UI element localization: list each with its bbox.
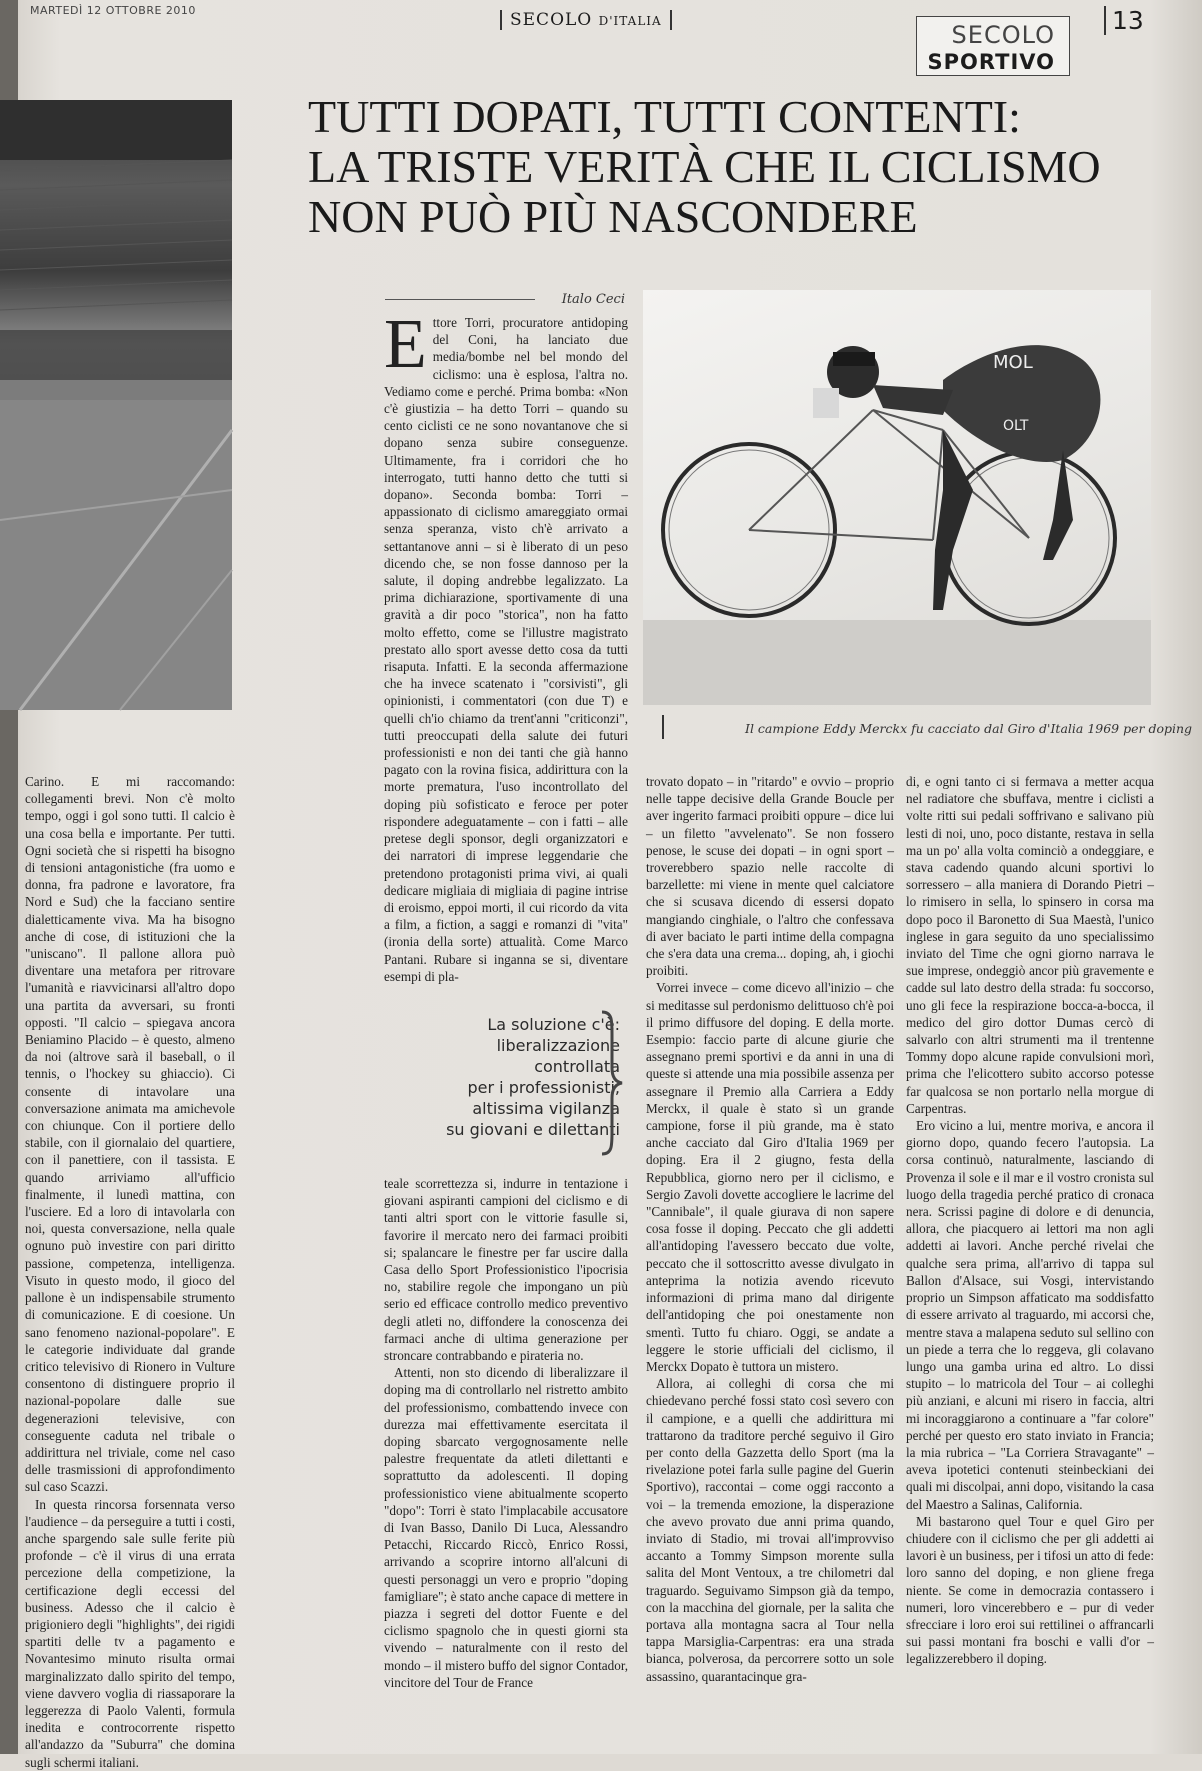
paragraph: teale scorrettezza si, indurre in tentazione i giovani aspiranti campioni del ciclismo e di tanti altri sport con le vittorie fasulle si, favorire il mercato nero dei farmaci proibiti si; spalancare le finestre per far uscire dalla Casa dello Sport Professionistico l'ipocrisia no, stabilire regole che impongano un più serio ed efficace controllo medico preventivo degli atleti no, diffondere la conoscenza dei farmaci anche di ultima generazione per stroncare contrabbando e pirateria no. [384, 1176, 628, 1364]
column-2-bottom [384, 1175, 628, 1705]
headline [308, 92, 1188, 242]
masthead-title: SECOLO [510, 10, 593, 30]
byline-author: Italo Ceci [561, 292, 625, 307]
paragraph: di, e ogni tanto ci si fermava a metter acqua nel radiatore che sbuffava, mentre i ciclisti a volte ritti sui pedali soffrivano e salivano più lesti di noi, uno, poco distante, restava in sella ma un po' alla volta cominciò a ondeggiare, e stava cadendo quando alcuni sportivi lo sorressero – alla maniera di Dorando Pietri – lo rimisero in sella, lo spinsero in corsa ma dopo poco il Baronetto di Sua Maestà, l'unico inglese in gara seguito da uno specialissimo inviato del Time che ogni giorno narrava le sue imprese, ondeggiò ancor più gravemente e cadde sul lato destro della strada: fu soccorso, uno gli fece la respirazione bocca-a-bocca, il medico del giro dottor Dumas cercò di salvarlo con altri strumenti ma il trentenne Tommy dopo alcune rapide convulsioni morì, prima che l'elicottero subito accorso potesse far qualcosa se non portarlo nella morgue di Carpentras. [906, 774, 1154, 1116]
headline-line: TUTTI DOPATI, TUTTI CONTENTI: [308, 91, 1021, 142]
paragraph: Ero vicino a lui, mentre moriva, e ancora il giorno dopo, quando fecero l'autopsia. La corsa continuò, naturalmente, lasciando di Provenza il sole e il mar e il vostro cronista sul luogo della tragedia perché pratico di cronaca nera. Scrissi pagine di dolore e di denuncia, allora, che piacquero ai lettori ma non agli addetti ai lavori. Anche perché rivelai che qualche sera prima, all'arrivo di tappa sul Ballon d'Alsace, sui Vosgi, intervistando proprio un Simpson affaticato ma soddisfatto di essere arrivato al traguardo, mi accorsi che, mentre stava a malapena seduto sul sellino con un piede a terra che lo reggeva, gli colavano lungo una gamba urina ed altro. Lo dissi stupito – lo matricola del Tour – ai colleghi più anziani, e alcuni mi risero in faccia, altri mi incoraggiarono a continuare a "far colore" perché per questo ero stato inviato in Francia; la mia rubrica – "La Corriera Stravagante" – aveva ipotetici contenuti steinbeckiani dei quali mi discolpai, anni dopo, visitando la casa del Maestro a Salinas, California. [906, 1118, 1154, 1512]
section-label-line1: SECOLO [951, 21, 1055, 49]
pull-quote-line: La soluzione c'è: [487, 1015, 620, 1034]
pull-quote-brace [596, 1010, 626, 1156]
byline-rule [385, 299, 535, 300]
pull-quote-line: liberalizzazione [496, 1036, 620, 1055]
dropcap: E [384, 306, 427, 383]
section-label [916, 16, 1070, 76]
headline-line: LA TRISTE VERITÀ CHE IL CICLISMO [308, 141, 1101, 192]
pull-quote [428, 1014, 620, 1140]
column-4 [906, 773, 1154, 1705]
svg-text:MOL: MOL [993, 352, 1033, 373]
pull-quote-line: controllata [534, 1057, 620, 1076]
cyclist-photo [643, 290, 1151, 705]
paragraph: Allora, ai colleghi di corsa che mi chiedevano perché fossi stato così severo con il campione, e a quelli che addirittura mi trattarono da traditore perché seguivo il Giro per conto della Gazzetta dello Sport (ma la rivelazione potei farla sulle pagine del Guerin Sportivo), raccontai – come oggi racconto a voi – la tremenda emozione, la disperazione che avevo provato due anni prima quando, inviato di Stadio, mi trovai all'improvviso accanto a Tommy Simpson morente sulla salita del Mont Ventoux, a tre chilometri dal traguardo. Seguivamo Simpson già da tempo, con la macchina del giornale, per la salita che portava alla montagna sacra al Tour nella tappa Marsiglia-Carpentras: era una strada bianca, polverosa, da percorrere sotto un sole assassino, quarantacinque gra- [646, 1376, 894, 1684]
stadium-photo-graphic [0, 100, 232, 710]
column-1 [25, 773, 235, 1770]
masthead [500, 10, 672, 30]
caption-marker [662, 715, 664, 739]
paragraph: Attenti, non sto dicendo di liberalizzare il doping ma di controllarlo nel ristretto ambito del professionismo, combattendo invece con durezza mai effettivamente esercitata il doping sbarcato vergognosamente nelle palestre frequentate da atleti dilettanti e soprattutto da adolescenti. Il doping professionistico viene abitualmente scoperto "dopo": Torri è stato l'implacabile accusatore di Ivan Basso, Danilo Di Luca, Alessandro Petacchi, Riccardo Riccò, Enrico Rossi, arrivando a scoprire intorno all'alcuni di questi personaggi un vero e proprio "doping famigliare"; è stato anche capace di mettere in piazza i segreti del dottor Fuente e del ciclismo spagnolo che in questi giorni sta vivendo – naturalmente con il resto del mondo – il mistero buffo del signor Contador, vincitore del Tour de France [384, 1365, 628, 1690]
pull-quote-line: per i professionisti, [467, 1078, 620, 1097]
paragraph: In questa rincorsa forsennata verso l'audience – da perseguire a tutti i costi, anche spargendo sale sulle ferite più profonde – c'è il virus di una errata percezione della competizione, la certificazione degli eccessi del business. Adesso che il calcio è prigioniero degli "highlights", dei rigidi spartiti delle tv a pagamento e Novantesimo minuto risulta ormai marginalizzato dallo spirito del tempo, viene davvero voglia di riassaporare la leggerezza di Paolo Valenti, formula inedita e controcorrente rispetto all'andazzo da "Suburra" che domina sugli schermi italiani. [25, 1496, 235, 1770]
paragraph: Carino. E mi raccomando: collegamenti brevi. Non c'è molto tempo, oggi i gol sono tutti. Il calcio è una cosa bella e importante. Per tutti. Ogni società che si rispetti ha bisogno di tensioni antagonistiche (fra uomo e donna, fra padrone e lavoratore, fra Nord e Sud) che la facciano sentire dialetticamente viva. Ma ha bisogno anche di cose, di istituzioni che la "uniscano". Il pallone allora può diventare una metafora per ritrovare l'umanità e riavvicinarsi all'altro dopo una partita da avversari, su fronti opposti. "Il calcio – spiegava ancora Beniamino Placido – è questo, almeno da noi (altrove sarà il baseball, o il tennis, o l'hockey su ghiaccio). Ci consente di intavolare una conversazione animata ma amichevole con chiunque. Con il portiere dello stabile, con il giornalaio del quartiere, con il panettiere, con il tassista. E quando arriviamo all'ufficio finalmente, il lunedì mattina, con l'usciere. Ed a loro di intavolarla con noi, questa conversazione, nella quale ognuno può investire con pari diritto passione, competenza, intelligenza. Visuto in questo modo, il gioco del pallone è un indispensabile strumento di comunicazione. E di coesione. Un sano fenomeno nazional-popolare". E le categorie individuate dal grande critico televisivo di Rionero in Vulture consentono di distinguere proprio il nazional-popolare dalle sue degenerazioni televisive, con conseguente caduta nel tribale o addirittura nel triviale, come nel caso delle trasmissioni di approfondimento sul caso Scazzi. [25, 774, 235, 1495]
photo-caption: Il campione Eddy Merckx fu cacciato dal Giro d'Italia 1969 per doping [745, 721, 1193, 736]
svg-text:OLT: OLT [1003, 418, 1029, 434]
pull-quote-line: su giovani e dilettanti [446, 1120, 620, 1139]
paragraph: trovato dopato – in "ritardo" e ovvio – proprio nelle tappe decisive della Grande Boucle per aver ingerito farmaci proibiti oppure – dice lui – un filetto "avvelenato". Se non fossero penose, le scuse dei dopati – in ogni sport – troverebbero spazio nelle raccolte di barzellette: mi viene in mente quel calciatore che si scusava dicendo di essersi dopato mangiando cinghiale, o l'altro che confessava di aver baciato le parti intime della compagna che s'era data una crema... doping, ah, i giochi proibiti. [646, 774, 894, 979]
column-2-top [384, 306, 628, 998]
issue-date: MARTEDÌ 12 OTTOBRE 2010 [30, 4, 196, 17]
paragraph: Mi bastarono quel Tour e quel Giro per chiudere con il ciclismo che per gli addetti ai lavori è un business, per i tifosi un atto di fede: loro sanno del doping, e non gliene frega niente. Se come in democrazia contassero i numeri, loro vincerebbero e – pur di veder sfrecciare i loro eroi sui rettilinei o affrancarli sui passi montani fra boschi e valli d'or – legalizzerebbero il doping. [906, 1513, 1154, 1667]
section-label-line2: SPORTIVO [927, 50, 1055, 74]
headline-line: NON PUÒ PIÙ NASCONDERE [308, 191, 918, 242]
page-number: 13 [1104, 6, 1144, 35]
pull-quote-line: altissima vigilanza [472, 1099, 620, 1118]
paragraph: ttore Torri, procuratore antidoping del Coni, ha lanciato due media/bombe nel bel mondo del ciclismo: una è esplosa, l'altra no. Vediamo come e perché. Prima bomba: «Non c'è giustizia – ha detto Torri – quando su cento ciclisti ce ne sono novantanove che si dopano senza subire conseguenze. Ultimamente, fra i corridori che ho interrogato, tutti hanno detto che tutti si dopano». Seconda bomba: Torri – appassionato di ciclismo amareggiato ormai senza speranza, visto ch'è arrivato a settantanove anni – si è liberato di un peso dicendo che, se non fosse dannoso per la salute, il doping andrebbe legalizzato. La prima dichiarazione, sportivamente di una gravità a dir poco "storica", non ha fatto molto effetto, come se l'illustre magistrato prestato allo sport avesse detto cosa da tutti risaputa. Infatti. E la seconda affermazione che ha invece scatenato i "corsivisti", gli opinionisti, i commentatori (con due T) e quelli ch'io chiamo da trent'anni "criticonzi", tutti preoccupati della salute dei futuri professionisti e non dei tanti che già hanno pagato con la rovina fisica, addirittura con la morte prematura, l'uso incontrollato del doping più sofisticato e feroce per poter rispondere adeguatamente – con i fatti – alle pretese degli sponsor, degli organizzatori e dei narratori di imprese leggendarie che pretendono protagonisti prima vivi, ai quali dedicare migliaia di migliaia di pagine intrise di eroismo, eppoi morti, il cui ricordo da vita a film, a fiction, a saggi e romanzi di "vita" (ironia della sorte) attualità. Come Marco Pantani. Rubare si inganna se si, diventare esempi di pla- [384, 315, 628, 984]
cyclist-photo-graphic [643, 290, 1151, 705]
column-3 [646, 773, 894, 1705]
masthead-suffix: D'ITALIA [598, 14, 662, 28]
stadium-photo [0, 100, 232, 710]
byline [385, 292, 625, 306]
paragraph: Vorrei invece – come dicevo all'inizio – che si meditasse sul perdonismo delittuoso ch'è poi il primo diffusore del doping. E della morte. Esempio: faccio parte di alcune giurie che assegnano premi sportivi e da anni in una di queste si attende una mia possibile assenza per assegnare il Premio alla Carriera a Eddy Merckx, il quale è stato sì un grande campione, forse il più grande, ma è stato anche cacciato dal Giro d'Italia 1969 per doping. Era il 2 giugno, festa della Repubblica, giorno nero per il ciclismo, e Sergio Zavoli dovette accogliere le lacrime del "Cannibale", il quale giurava di non sapere cosa fosse il doping. Peccato che gli addetti all'antidoping l'avessero beccato due volte, peccato che il sottoscritto avesse divulgato in anteprima la notizia avendo ricevuto informazioni di prima mano dal dirigente dell'antidoping che poi onestamente non smentì. Tutto fu chiaro. Oggi, se andate a leggere le storie ufficiali del ciclismo, il Merckx Dopato è tuttora un mistero. [646, 980, 894, 1374]
